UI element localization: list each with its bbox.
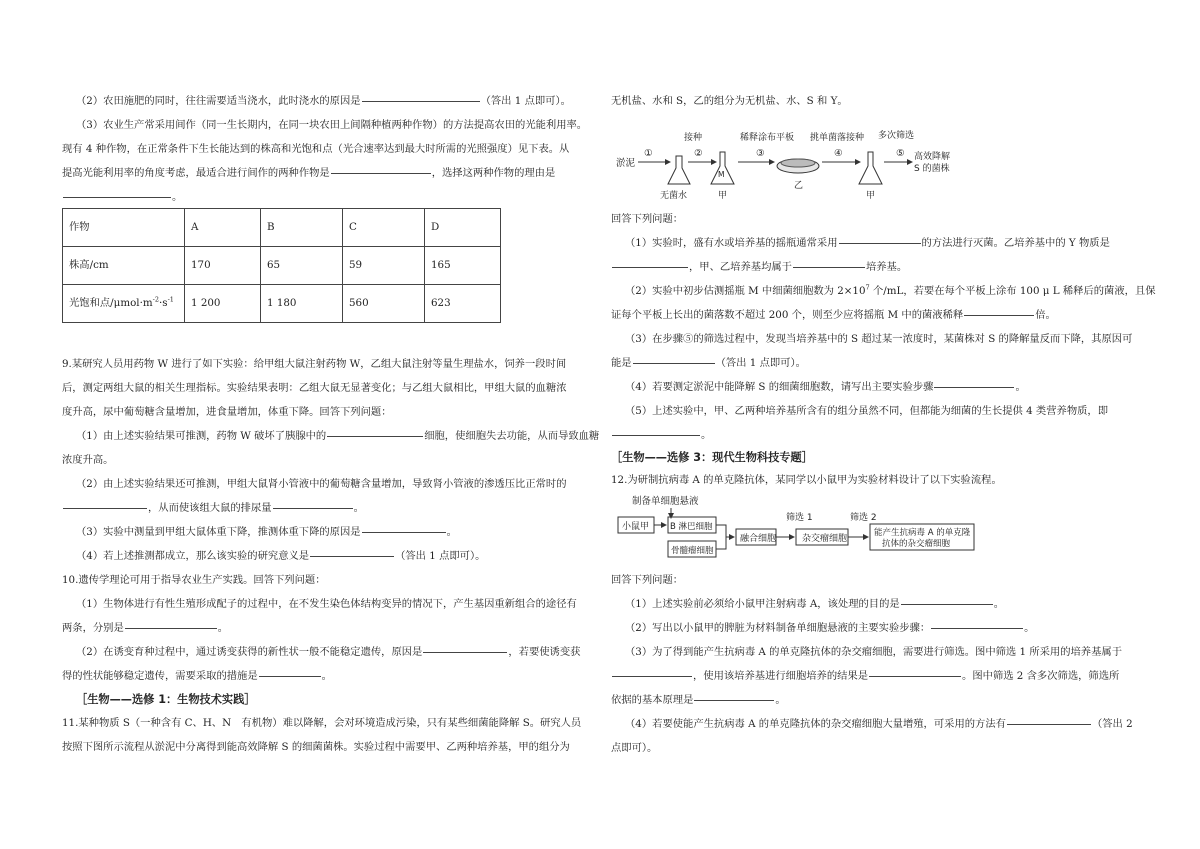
q11-part5: （5）上述实验中，甲、乙两种培养基所含有的组分虽然不同，但都能为细菌的生长提供 4 类营养物质，即 bbox=[625, 405, 1109, 417]
colonies-icon bbox=[781, 159, 815, 167]
q11-part2: （2）实验中初步估测摇瓶 M 中细菌细胞数为 $2\times 10^7$ 个/mL，若要在每个平板上涂布 100 μ L 稀释后的菌液，且保 bbox=[625, 283, 1156, 297]
q9-part2-cont: ，从而使该组大鼠的排尿量 。 bbox=[62, 497, 590, 521]
flow-label-tiaodan: 挑单菌落接种 bbox=[810, 133, 865, 143]
flow-label-yuni: 淤泥 bbox=[616, 158, 636, 169]
q9-line1: 9.某研究人员用药物 W 进行了如下实验：给甲组大鼠注射药物 W，乙组大鼠注射等量生理盐水，饲养一段时间 bbox=[62, 358, 567, 370]
q9-part2: （2）由上述实验结果还可推测，甲组大鼠肾小管液中的葡萄糖含量增加，导致肾小管液的渗透压比正常时的 bbox=[76, 478, 567, 490]
flow-result-line1: 高效降解 bbox=[914, 152, 951, 162]
section-heading-elective3: ［生物——选修 3：现代生物科技专题］ bbox=[611, 451, 813, 464]
answer-blank[interactable] bbox=[839, 242, 921, 244]
table-row: 作物 A B C D bbox=[63, 209, 501, 247]
answer-blank[interactable] bbox=[694, 699, 774, 701]
flow-step-1: ① bbox=[644, 148, 653, 159]
q11-part3-cont: 能是 （答出 1 点即可）。 bbox=[611, 357, 806, 369]
node-final-line1: 能产生抗病毒 A 的单克隆 bbox=[874, 528, 971, 538]
q8-part2: （2）农田施肥的同时，往往需要适当浇水，此时浇水的原因是 （答出 1 点即可）。 bbox=[76, 95, 571, 107]
q12-part4-cont: 点即可）。 bbox=[611, 742, 658, 754]
node-myeloma-label: 骨髓瘤细胞 bbox=[671, 546, 714, 556]
q12-part3: （3）为了得到能产生抗病毒 A 的单克隆抗体的杂交瘤细胞，需要进行筛选。图中筛选 1 所采用的培养基属于 bbox=[625, 646, 1122, 658]
q11-answer-prompt: 回答下列问题： bbox=[611, 213, 684, 225]
answer-blank[interactable] bbox=[362, 100, 480, 102]
section-heading-elective1: ［生物——选修 1：生物技术实践］ bbox=[76, 693, 256, 706]
answer-blank[interactable] bbox=[934, 386, 1014, 388]
q9-line3: 度升高，尿中葡萄糖含量增加，进食量增加，体重下降。回答下列问题： bbox=[62, 406, 392, 418]
light-saturation-label: 光饱和点$/\mu mol\cdot m^{-2}\cdot s^{-1}$ bbox=[63, 285, 185, 323]
flow-label-yi: 乙 bbox=[794, 181, 804, 191]
flow-label-xishi: 稀释涂布平板 bbox=[740, 133, 795, 143]
q11-line3: 无机盐、水和 S，乙的组分为无机盐、水、S 和 Y。 bbox=[611, 95, 848, 107]
q12-stem: 12.为研制抗病毒 A 的单克隆抗体，某同学以小鼠甲为实验材料设计了以下实验流程。 bbox=[611, 474, 1002, 486]
q11-part5-cont: 。 bbox=[611, 424, 1141, 448]
q10-part1: （1）生物体进行有性生殖形成配子的过程中，在不发生染色体结构变异的情况下，产生基因重新组合的途径有 bbox=[76, 598, 577, 610]
q8-part3-line4: 。 bbox=[62, 186, 590, 210]
q9-part3: （3）实验中测量到甲组大鼠体重下降，推测体重下降的原因是 。 bbox=[76, 526, 457, 538]
q8-part3-line3: 提高光能利用率的角度考虑，最适合进行间作的两种作物是 ，选择这两种作物的理由是 bbox=[62, 167, 556, 179]
q8-part3-line2: 现有 4 种作物，在正常条件下生长能达到的株高和光饱和点（光合速率达到最大时所需的光照强度）见下表。从 bbox=[62, 143, 570, 155]
q10-stem: 10.遗传学理论可用于指导农业生产实践。回答下列问题： bbox=[62, 574, 326, 586]
answer-blank[interactable] bbox=[125, 627, 217, 629]
flow-step-2: ② bbox=[694, 148, 703, 159]
answer-blank[interactable] bbox=[423, 651, 507, 653]
isolation-flow-diagram bbox=[616, 124, 976, 202]
table-row: 光饱和点$/\mu mol\cdot m^{-2}\cdot s^{-1}$ 1 200 1 180 560 623 bbox=[63, 285, 501, 323]
answer-blank[interactable] bbox=[331, 172, 431, 174]
flow-label-zhibei: 制备单细胞悬液 bbox=[632, 496, 699, 507]
answer-blank[interactable] bbox=[901, 603, 993, 605]
q12-part3-cont2: 依据的基本原理是 。 bbox=[611, 694, 786, 706]
answer-blank[interactable] bbox=[362, 531, 446, 533]
flow-label-m: M bbox=[718, 170, 725, 179]
answer-blank[interactable] bbox=[612, 266, 688, 268]
answer-blank[interactable] bbox=[612, 434, 700, 436]
flow-label-s2: 筛选 2 bbox=[850, 513, 877, 523]
q9-part1: （1）由上述实验结果可推测，药物 W 破坏了胰腺中的 细胞，使细胞失去功能，从而导致血糖 bbox=[76, 430, 600, 442]
q11-line1: 11.某种物质 S（一种含有 C、H、N 有机物）难以降解，会对环境造成污染，只有某些细菌能降解 S。研究人员 bbox=[62, 717, 582, 729]
q8-part3-line1: （3）农业生产常采用间作（同一生长期内，在同一块农田上间隔种植两种作物）的方法提高农田的光能利用率。 bbox=[76, 119, 588, 131]
q9-line2: 后，测定两组大鼠的相关生理指标。实验结果表明：乙组大鼠无显著变化；与乙组大鼠相比，甲组大鼠的血糖浓 bbox=[62, 382, 567, 394]
node-fused-label: 融合细胞 bbox=[740, 534, 777, 544]
q11-part3: （3）在步骤⑤的筛选过程中，发现当培养基中的 S 超过某一浓度时，某菌株对 S 的降解量反而下降，其原因可 bbox=[625, 333, 1133, 345]
answer-blank[interactable] bbox=[310, 555, 394, 557]
flask-icon bbox=[668, 156, 690, 184]
flow-connector bbox=[716, 525, 726, 549]
node-final-line2: 抗体的杂交瘤细胞 bbox=[882, 539, 951, 549]
crop-table bbox=[62, 208, 501, 323]
answer-blank[interactable] bbox=[869, 675, 961, 677]
q11-part1: （1）实验时，盛有水或培养基的摇瓶通常采用 的方法进行灭菌。乙培养基中的 Y 物质是 bbox=[625, 237, 1110, 249]
q12-part1: （1）上述实验前必须给小鼠甲注射病毒 A，该处理的目的是 。 bbox=[625, 598, 1004, 610]
q10-part2: （2）在诱变育种过程中，通过诱变获得的新性状一般不能稳定遗传，原因是 ，若要使诱变获 bbox=[76, 646, 581, 658]
q12-part2: （2）写出以小鼠甲的脾脏为材料制备单细胞悬液的主要实验步骤： 。 bbox=[625, 622, 1035, 634]
q10-part2-cont: 得的性状能够稳定遗传，需要采取的措施是 。 bbox=[62, 670, 332, 682]
flow-label-s1: 筛选 1 bbox=[786, 513, 813, 523]
flow-label-wujunshui: 无菌水 bbox=[660, 191, 688, 201]
flow-step-3: ③ bbox=[756, 148, 765, 159]
q12-answer-prompt: 回答下列问题： bbox=[611, 574, 684, 586]
q9-part4: （4）若上述推测都成立，那么该实验的研究意义是 （答出 1 点即可）。 bbox=[76, 550, 486, 562]
flask-icon bbox=[711, 152, 734, 184]
flow-result-line2: S 的菌株 bbox=[914, 164, 950, 174]
q10-part1-cont: 两条，分别是 。 bbox=[62, 622, 229, 634]
node-hybrid-label: 杂交瘤细胞 bbox=[802, 534, 848, 544]
flask-icon bbox=[859, 152, 882, 184]
q11-part2-cont: 证每个平板上长出的菌落数不超过 200 个，则至少应将摇瓶 M 中的菌液稀释 倍。 bbox=[611, 309, 1056, 321]
answer-blank[interactable] bbox=[931, 627, 1023, 629]
answer-blank[interactable] bbox=[63, 196, 171, 198]
node-mouse-label: 小鼠甲 bbox=[622, 522, 650, 532]
answer-blank[interactable] bbox=[327, 435, 423, 437]
q9-part1-cont: 浓度升高。 bbox=[62, 454, 114, 466]
answer-blank[interactable] bbox=[63, 507, 147, 509]
node-bcell-label: B 淋巴细胞 bbox=[670, 522, 713, 532]
q12-part3-cont: ，使用该培养基进行细胞培养的结果是 。图中筛选 2 含多次筛选，筛选所 bbox=[611, 665, 1141, 689]
q11-line2: 按照下图所示流程从淤泥中分离得到能高效降解 S 的细菌菌株。实验过程中需要甲、乙两种培养基，甲的组分为 bbox=[62, 741, 570, 753]
flow-label-jiezhong: 接种 bbox=[684, 133, 703, 143]
answer-blank[interactable] bbox=[259, 675, 321, 677]
answer-blank[interactable] bbox=[964, 314, 1034, 316]
table-row: 株高/cm 170 65 59 165 bbox=[63, 247, 501, 285]
answer-blank[interactable] bbox=[273, 507, 353, 509]
flow-label-jia: 甲 bbox=[866, 191, 876, 201]
flow-label-duoci: 多次筛选 bbox=[878, 131, 915, 141]
answer-blank[interactable] bbox=[793, 266, 865, 268]
q11-part4: （4）若要测定淤泥中能降解 S 的细菌细胞数，请写出主要实验步骤 。 bbox=[625, 381, 1026, 393]
answer-blank[interactable] bbox=[633, 362, 715, 364]
q11-part1-cont: ，甲、乙培养基均属于 培养基。 bbox=[611, 256, 1141, 280]
flow-step-4: ④ bbox=[834, 148, 843, 159]
q12-part4: （4）若要使能产生抗病毒 A 的单克隆抗体的杂交瘤细胞大量增殖，可采用的方法有 （答出 2 bbox=[625, 718, 1133, 730]
answer-blank[interactable] bbox=[612, 675, 692, 677]
flow-step-5: ⑤ bbox=[896, 148, 905, 159]
answer-blank[interactable] bbox=[1007, 723, 1091, 725]
antibody-flow-diagram bbox=[616, 492, 976, 568]
flow-label-jia: 甲 bbox=[718, 191, 728, 201]
